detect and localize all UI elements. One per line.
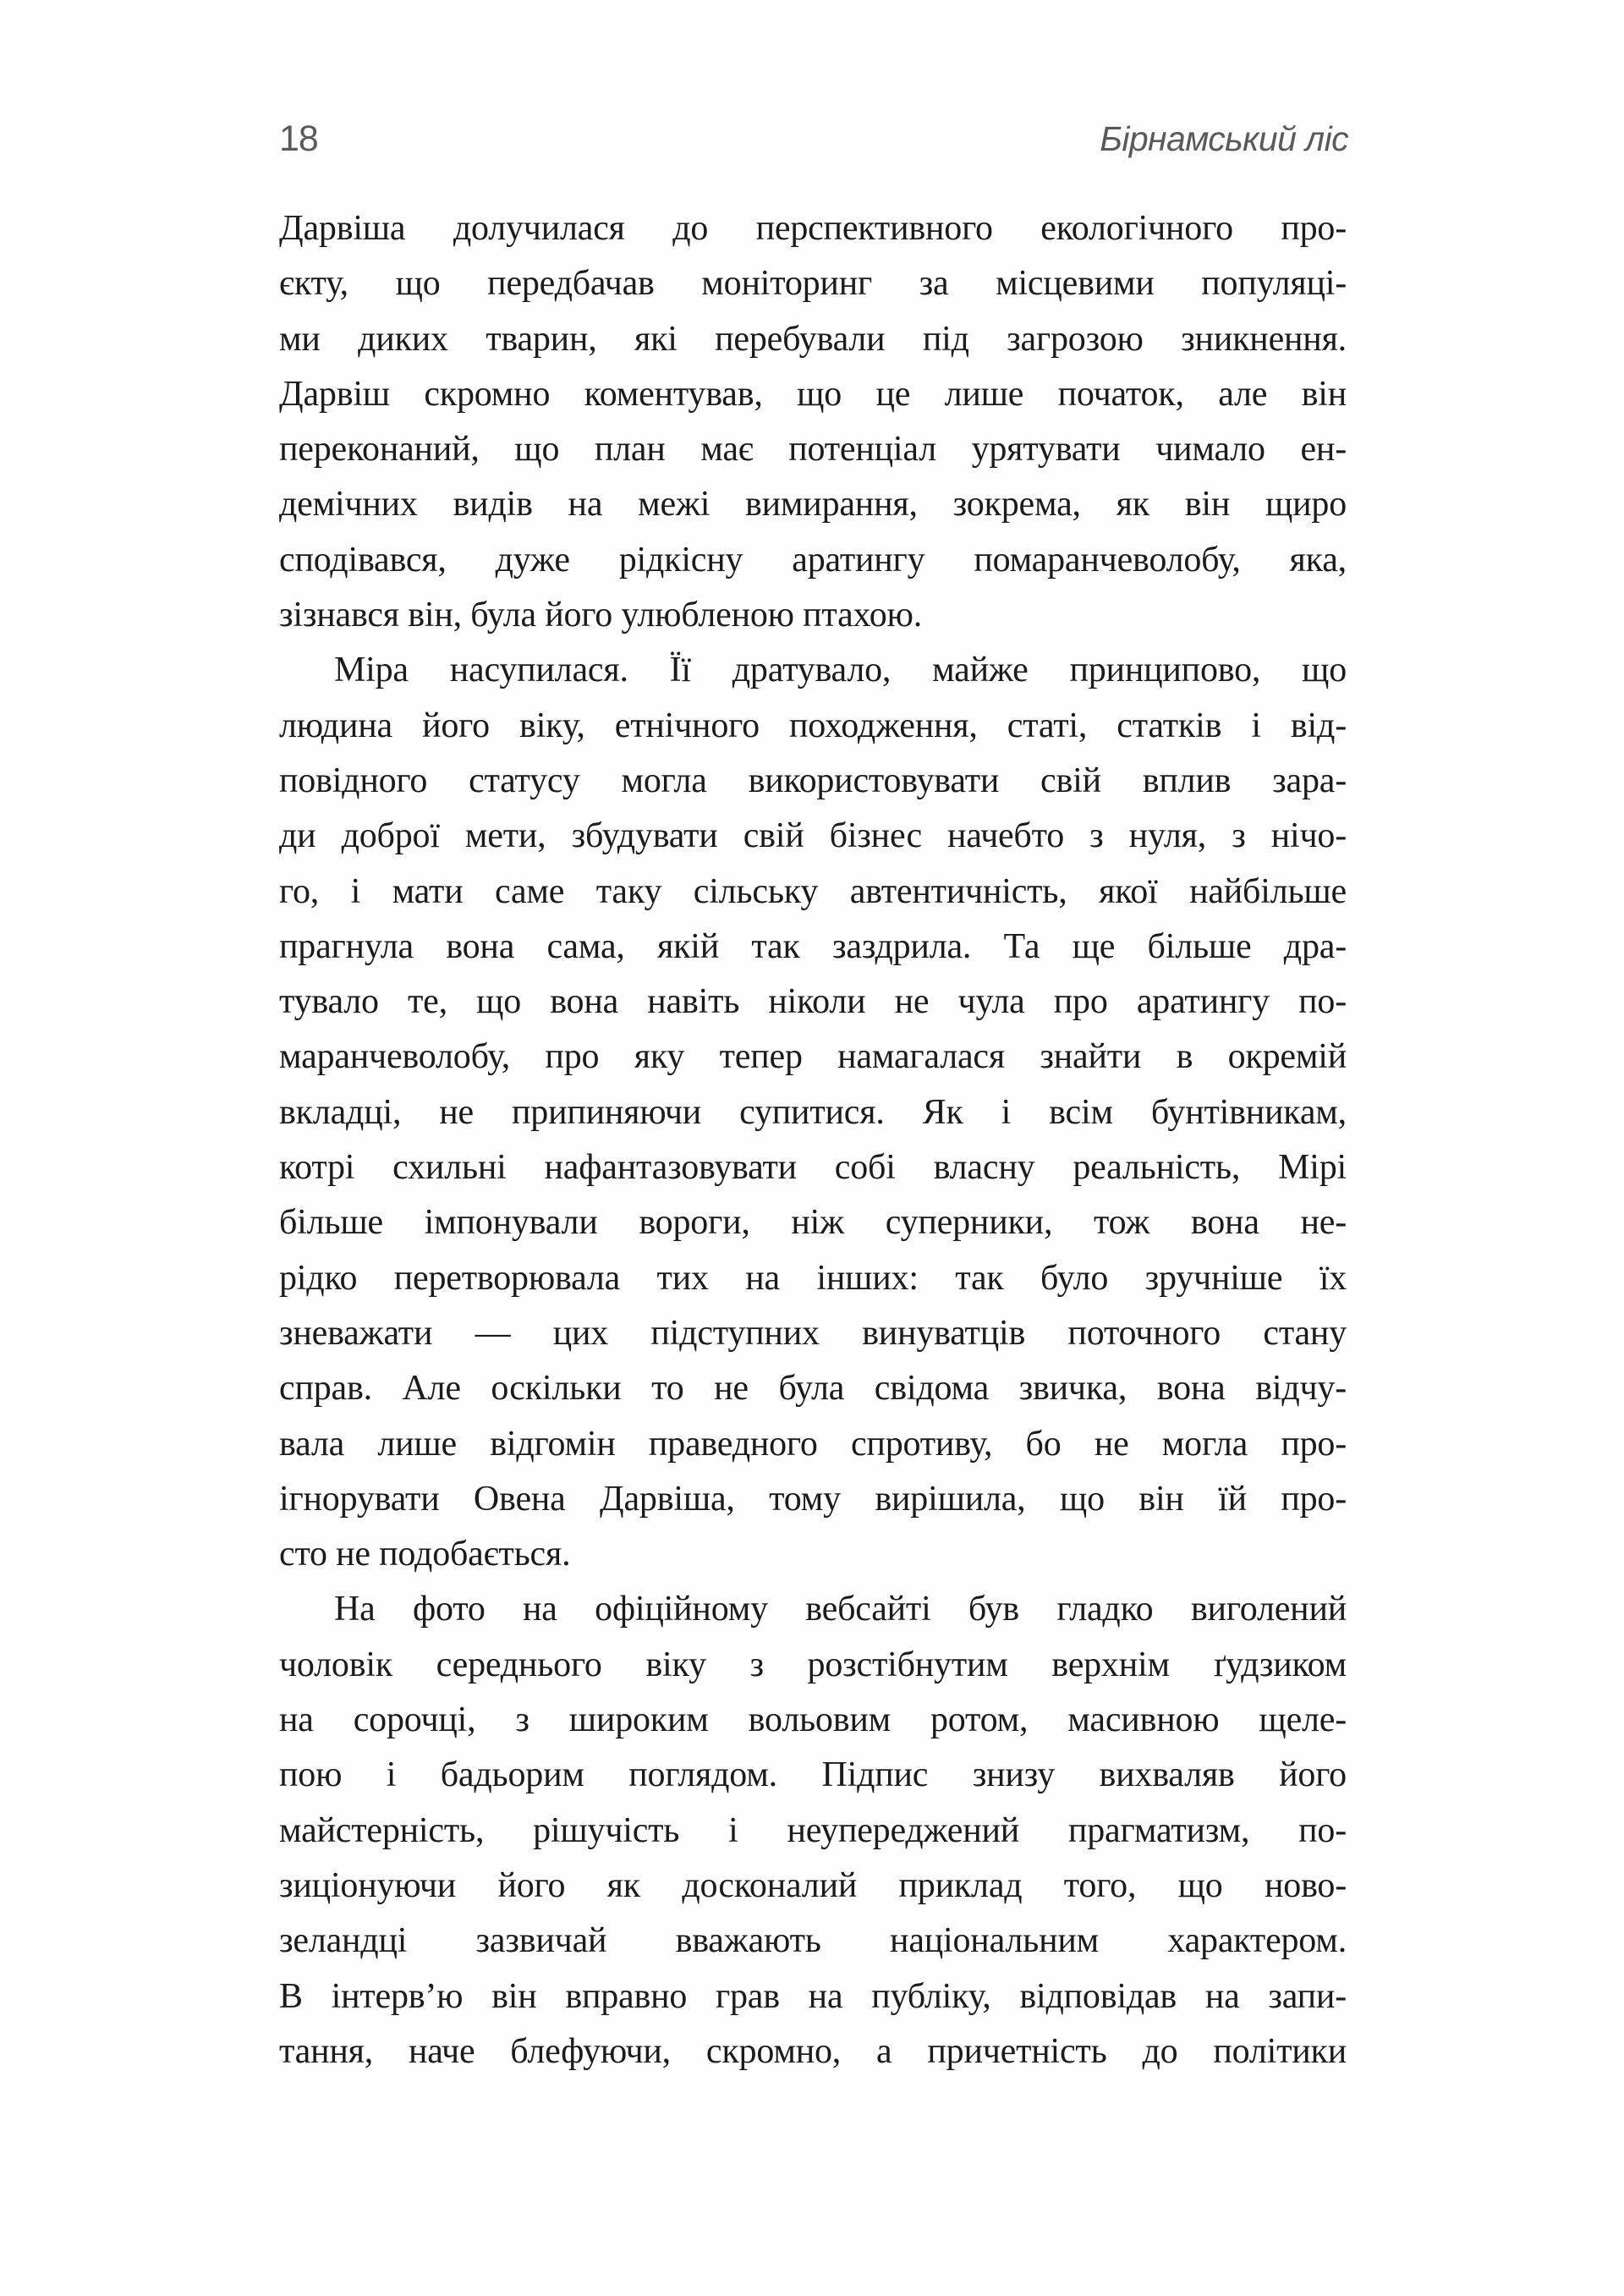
text-line: повідного статусу могла використовувати свій вплив зара- [279,761,1347,800]
text-line: людина його віку, етнічного походження, статі, статків і від- [279,706,1347,745]
text-line: котрі схильні нафантазовувати собі власну реальність, Мірі [279,1148,1347,1188]
book-title: Бірнамський ліс [1100,119,1348,158]
text-line: зневажати — цих підступних винуватців поточного стану [279,1313,1347,1353]
paragraph-3 [279,1582,1347,2079]
text-line: го, і мати саме таку сільську автентичність, якої найбільше [279,871,1347,911]
text-line: Дарвіша долучилася до перспективного екологічного про- [279,209,1347,248]
text-line: сподівався, дуже рідкісну аратингу помаранчеволобу, яка, [279,540,1347,579]
text-line: Міра насупилася. Її дратувало, майже принципово, що [334,651,1347,690]
text-line: справ. Але оскільки то не була свідома звичка, вона відчу- [279,1369,1347,1409]
paragraph-2 [279,643,1347,1582]
text-line: ми диких тварин, які перебували під загрозою зникнення. [279,319,1347,359]
page-number: 18 [279,118,318,159]
body-text [279,201,1347,2079]
text-line: чоловік середнього віку з розстібнутим верхнім ґудзиком [279,1645,1347,1684]
text-line: зеландці зазвичай вважають національним характером. [279,1921,1347,1961]
text-line: Дарвіш скромно коментував, що це лише початок, але він [279,374,1347,414]
running-header [279,118,1348,160]
text-line: ігнорувати Овена Дарвіша, тому вирішила, що він їй про- [279,1479,1347,1519]
text-line: вала лише відгомін праведного спротиву, бо не могла про- [279,1424,1347,1464]
text-line: зізнався він, була його улюбленою птахою. [279,596,923,635]
text-line: прагнула вона сама, якій так заздрила. Та ще більше дра- [279,926,1347,966]
text-line: тання, наче блефуючи, скромно, а причетність до політики [279,2031,1347,2071]
text-line: єкту, що передбачав моніторинг за місцевими популяці- [279,264,1347,304]
text-line: переконаний, що план має потенціал урятувати чимало ен- [279,430,1347,470]
text-line: більше імпонували вороги, ніж суперники, тож вона не- [279,1203,1347,1243]
text-line: сто не подобається. [279,1535,571,1574]
text-line: майстерність, рішучість і неупереджений прагматизм, по- [279,1810,1347,1850]
text-line: В інтерв’ю він вправно грав на публіку, відповідав на запи- [279,1976,1347,2016]
text-line: рідко перетворювала тих на інших: так було зручніше їх [279,1258,1347,1298]
text-line: на сорочці, з широким вольовим ротом, масивною щеле- [279,1700,1347,1740]
text-line: маранчеволобу, про яку тепер намагалася знайти в окремій [279,1037,1347,1077]
text-line: ди доброї мети, збудувати свій бізнес начебто з нуля, з нічо- [279,816,1347,856]
text-line: тувало те, що вона навіть ніколи не чула про аратингу по- [279,982,1347,1022]
text-line: зиціонуючи його як досконалий приклад того, що ново- [279,1865,1347,1905]
text-line: На фото на офіційному вебсайті був гладко виголений [334,1590,1347,1629]
text-line: демічних видів на межі вимирання, зокрема, як він щиро [279,485,1347,525]
text-line: пою і бадьорим поглядом. Підпис знизу вихваляв його [279,1755,1347,1795]
text-line: вкладці, не припиняючи супитися. Як і всім бунтівникам, [279,1092,1347,1132]
paragraph-1 [279,201,1347,643]
